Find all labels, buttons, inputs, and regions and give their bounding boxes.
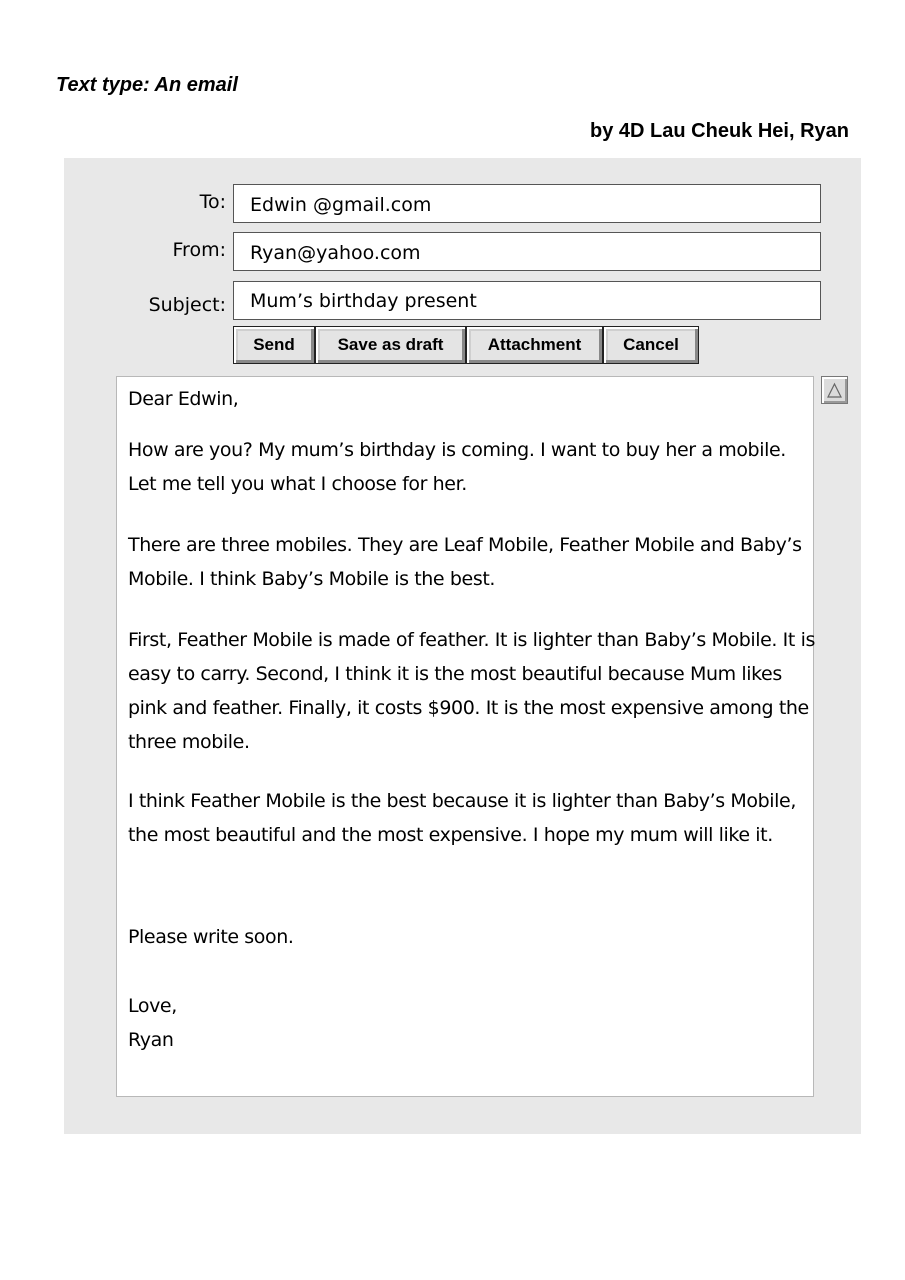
paragraph-1: How are you? My mum’s birthday is coming. I want to buy her a mobile. Let me tell you what I choose for her.: [128, 439, 786, 495]
paragraph-4: I think Feather Mobile is the best because it is lighter than Baby’s Mobile, the most beautiful and the most expensive. I hope my mum will like it.: [128, 790, 796, 846]
author-line: by 4D Lau Cheuk Hei, Ryan: [590, 120, 849, 142]
greeting: Dear Edwin,: [128, 388, 239, 410]
subject-label: Subject:: [148, 294, 226, 316]
paragraph-2: There are three mobiles. They are Leaf Mobile, Feather Mobile and Baby’s Mobile. I think Baby’s Mobile is the best.: [128, 534, 802, 590]
scroll-up-button[interactable]: [821, 376, 848, 404]
from-label: From:: [172, 239, 226, 261]
paragraph-5: Please write soon.: [128, 926, 294, 948]
subject-field[interactable]: Mum’s birthday present: [233, 281, 821, 320]
cancel-button[interactable]: Cancel: [603, 326, 699, 364]
send-button[interactable]: Send: [233, 326, 315, 364]
to-label: To:: [199, 191, 226, 213]
signature: Ryan: [128, 1029, 174, 1051]
save-draft-button[interactable]: Save as draft: [315, 326, 466, 364]
to-field[interactable]: Edwin @gmail.com: [233, 184, 821, 223]
text-type-heading: Text type: An email: [56, 74, 238, 96]
attachment-button[interactable]: Attachment: [466, 326, 603, 364]
from-field[interactable]: Ryan@yahoo.com: [233, 232, 821, 271]
triangle-up-icon: [826, 382, 843, 399]
paragraph-3: First, Feather Mobile is made of feather. It is lighter than Baby’s Mobile. It is easy to carry. Second, I think it is the most beautiful because Mum likes pink and feather. Finally, it costs $900. It is the most expensive among the three mobile.: [128, 629, 815, 753]
closing: Love,: [128, 995, 177, 1017]
